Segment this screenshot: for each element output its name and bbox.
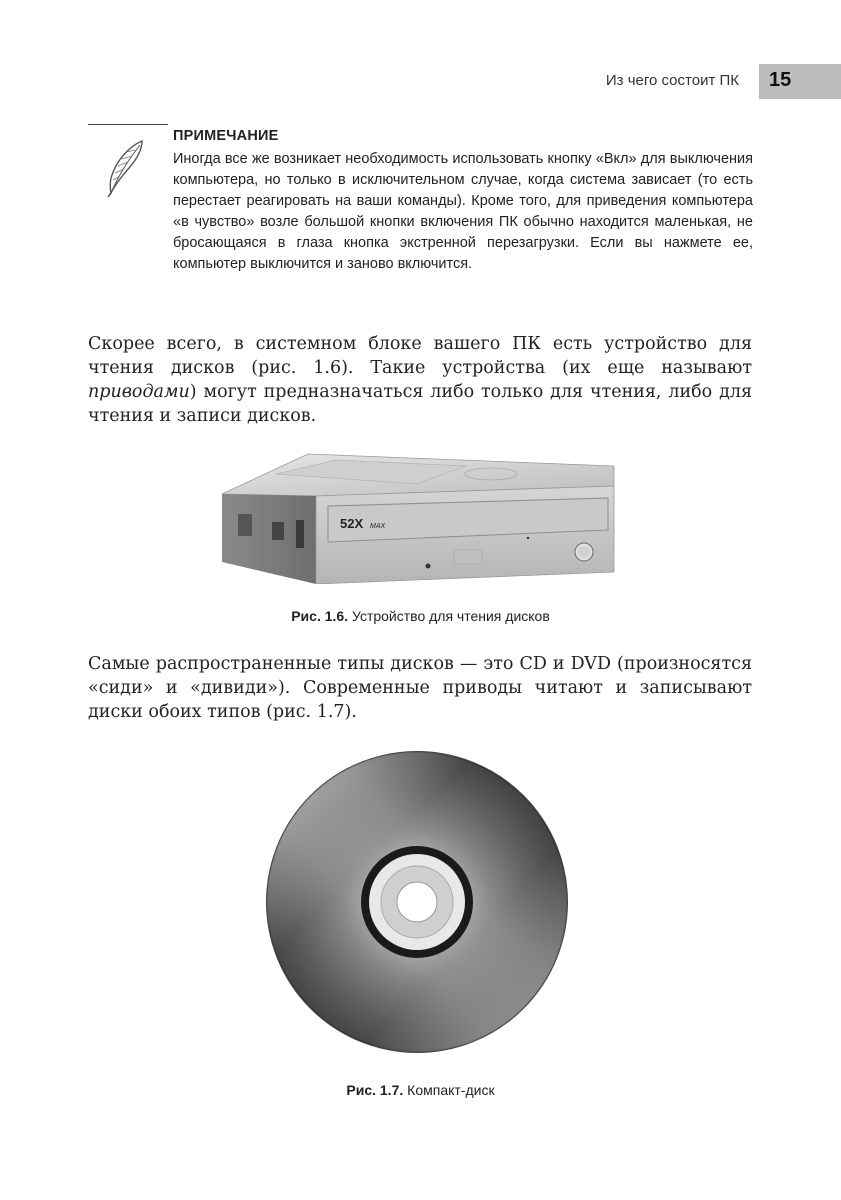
paragraph-drives-text-2: ) могут предназначаться либо только для чтения, либо для чтения и записи дисков. (88, 382, 752, 426)
note-text: Иногда все же возникает необходимость использовать кнопку «Вкл» для выключения компьютера, но только в исключительном случае, когда система зависает (то есть перестает реагировать на ваши команды). Кроме того, для приведения компьютера «в чувство» возле большой кнопки включения ПК обычно находится маленькая, не бросающаяся в глаза кнопка экстренной перезагрузки. Если вы нажмете ее, компьютер выключится и заново включится. (173, 151, 753, 272)
page-number-box (759, 64, 841, 99)
figure-1-6-caption (0, 608, 841, 624)
chapter-title: Из чего состоит ПК (605, 72, 739, 89)
figure-1-6-text: Устройство для чтения дисков (348, 608, 550, 624)
figure-1-6-label: Рис. 1.6. (291, 608, 349, 624)
figure-1-7-text: Компакт-диск (403, 1082, 495, 1098)
paragraph-drives (88, 332, 752, 428)
note-title: ПРИМЕЧАНИЕ (173, 128, 279, 144)
figure-1-7-label: Рис. 1.7. (346, 1082, 404, 1098)
compact-disc-image (265, 750, 569, 1054)
note-block (173, 126, 753, 275)
optical-drive-image (216, 452, 616, 584)
note-divider (88, 124, 168, 125)
page-number: 15 (769, 69, 792, 91)
figure-1-7-caption (0, 1082, 841, 1098)
feather-pen-icon (102, 138, 148, 198)
term-drives: приводами (88, 382, 190, 402)
paragraph-drives-text-1: Скорее всего, в системном блоке вашего ПК есть устройство для чтения дисков (рис. 1.6). Такие устройства (их еще называют (88, 334, 752, 378)
drive-speed-label: 52X (340, 516, 364, 531)
paragraph-disc-types: Самые распространенные типы дисков — это CD и DVD (произносятся «сиди» и «дивиди»). Современные приводы читают и записывают диски обоих типов (рис. 1.7). (88, 654, 752, 722)
page-header (441, 64, 841, 99)
drive-speed-suffix: MAX (370, 523, 386, 530)
